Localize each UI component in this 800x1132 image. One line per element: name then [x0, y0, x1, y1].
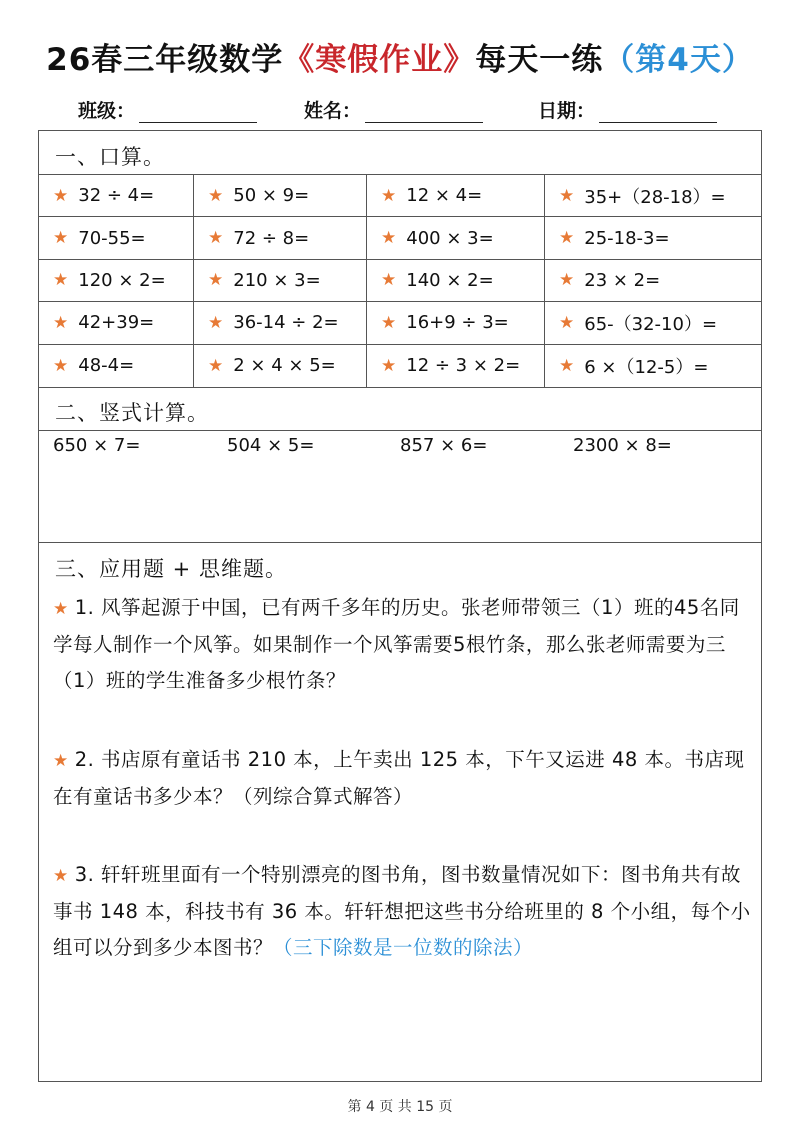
date-blank-line[interactable]: [599, 102, 717, 123]
problem-text: 120 × 2=: [78, 269, 166, 291]
mental-math-item[interactable]: [367, 260, 545, 302]
date-label: 日期：: [538, 100, 596, 122]
mental-math-item[interactable]: [39, 260, 194, 302]
problem-text: 72 ÷ 8=: [233, 227, 310, 249]
problem-text: 400 × 3=: [406, 227, 494, 249]
title-middle: 每天一练: [475, 42, 604, 78]
star-icon: ★: [53, 751, 69, 771]
problem-text: 48-4=: [78, 355, 135, 377]
mental-math-item[interactable]: [545, 260, 761, 302]
star-icon: ★: [53, 355, 69, 376]
name-blank-line[interactable]: [365, 102, 483, 123]
mental-math-item[interactable]: [39, 345, 194, 387]
mental-math-item[interactable]: [194, 345, 367, 387]
star-icon: ★: [53, 866, 69, 886]
problem-text: 23 × 2=: [584, 269, 661, 291]
star-icon: ★: [381, 185, 397, 206]
problem-text: 36-14 ÷ 2=: [233, 312, 339, 334]
mental-math-item[interactable]: [367, 345, 545, 387]
problem-text: 65-（32-10）=: [584, 313, 718, 335]
star-icon: ★: [208, 228, 224, 249]
mental-math-grid: [39, 174, 761, 388]
mental-math-item[interactable]: [545, 175, 761, 217]
problem-text: 140 × 2=: [406, 269, 494, 291]
mental-math-item[interactable]: [39, 302, 194, 344]
mental-math-item[interactable]: [367, 302, 545, 344]
star-icon: ★: [53, 599, 69, 619]
problem-text: 32 ÷ 4=: [78, 185, 155, 207]
vertical-calc-item: 857 × 6=: [400, 435, 488, 456]
vertical-calc-item: 2300 × 8=: [573, 435, 672, 456]
problem-text: 42+39=: [78, 312, 155, 334]
star-icon: ★: [208, 185, 224, 206]
student-info-row: [78, 96, 738, 124]
problem-text: 1. 风筝起源于中国，已有两千多年的历史。张老师带领三（1）班的45名同学每人制作一个风筝。如果制作一个风筝需要5根竹条，那么张老师需要为三（1）班的学生准备多少根竹条？: [53, 596, 740, 692]
problem-text: 2. 书店原有童话书 210 本，上午卖出 125 本，下午又运进 48 本。书店现在有童话书多少本？（列综合算式解答）: [53, 748, 745, 808]
mental-math-item[interactable]: [545, 302, 761, 344]
class-label: 班级：: [78, 100, 136, 122]
word-problem-1[interactable]: [53, 590, 753, 699]
problem-text: 35+（28-18）=: [584, 186, 726, 208]
mental-math-item[interactable]: [194, 260, 367, 302]
word-problem-2[interactable]: [53, 742, 753, 815]
vertical-calc-item: 504 × 5=: [227, 435, 315, 456]
star-icon: ★: [53, 312, 69, 333]
problem-text: 25-18-3=: [584, 227, 670, 249]
class-field[interactable]: [78, 96, 257, 123]
star-icon: ★: [208, 270, 224, 291]
class-blank-line[interactable]: [139, 102, 257, 123]
word-problem-3[interactable]: [53, 857, 753, 966]
mental-math-item[interactable]: [367, 175, 545, 217]
section1-heading: 一、口算。: [55, 145, 165, 169]
mental-math-item[interactable]: [39, 217, 194, 259]
mental-math-item[interactable]: [194, 217, 367, 259]
star-icon: ★: [208, 312, 224, 333]
star-icon: ★: [53, 270, 69, 291]
problem-text: 70-55=: [78, 227, 146, 249]
page-title: [0, 34, 800, 79]
mental-math-item[interactable]: [545, 217, 761, 259]
problem-text: 50 × 9=: [233, 185, 310, 207]
star-icon: ★: [559, 270, 575, 291]
mental-math-item[interactable]: [39, 175, 194, 217]
title-day: （第4天）: [603, 42, 754, 78]
star-icon: ★: [53, 228, 69, 249]
problem-text: 12 ÷ 3 × 2=: [406, 355, 521, 377]
mental-math-item[interactable]: [194, 302, 367, 344]
star-icon: ★: [559, 355, 575, 376]
star-icon: ★: [559, 312, 575, 333]
name-field[interactable]: [304, 96, 483, 123]
vertical-calc-item: 650 × 7=: [53, 435, 141, 456]
page-number: 第 4 页 共 15 页: [347, 1099, 453, 1115]
vertical-calc-area[interactable]: [39, 430, 761, 543]
problem-text: 12 × 4=: [406, 185, 483, 207]
problem-text: 2 × 4 × 5=: [233, 355, 336, 377]
star-icon: ★: [208, 355, 224, 376]
star-icon: ★: [381, 228, 397, 249]
problem-text: 6 ×（12-5）=: [584, 356, 709, 378]
mental-math-item[interactable]: [194, 175, 367, 217]
problem-text: 3. 轩轩班里面有一个特别漂亮的图书角，图书数量情况如下：图书角共有故事书 148 本，科技书有 36 本。轩轩想把这些书分给班里的 8 个小组，每个小组可以分到多少本图书？: [53, 863, 751, 959]
problem-hint: （三下除数是一位数的除法）: [273, 936, 534, 959]
star-icon: ★: [559, 228, 575, 249]
star-icon: ★: [381, 355, 397, 376]
star-icon: ★: [381, 270, 397, 291]
problem-text: 16+9 ÷ 3=: [406, 312, 509, 334]
section3-heading: 三、应用题 + 思维题。: [55, 557, 287, 581]
section2-heading: 二、竖式计算。: [55, 401, 209, 425]
star-icon: ★: [381, 312, 397, 333]
title-highlight: 《寒假作业》: [283, 42, 476, 78]
name-label: 姓名：: [304, 100, 362, 122]
problem-text: 210 × 3=: [233, 269, 321, 291]
date-field[interactable]: [538, 96, 717, 123]
worksheet-frame: [38, 130, 762, 1082]
star-icon: ★: [53, 185, 69, 206]
mental-math-item[interactable]: [545, 345, 761, 387]
star-icon: ★: [559, 185, 575, 206]
mental-math-item[interactable]: [367, 217, 545, 259]
title-prefix: 26春三年级数学: [46, 42, 284, 78]
